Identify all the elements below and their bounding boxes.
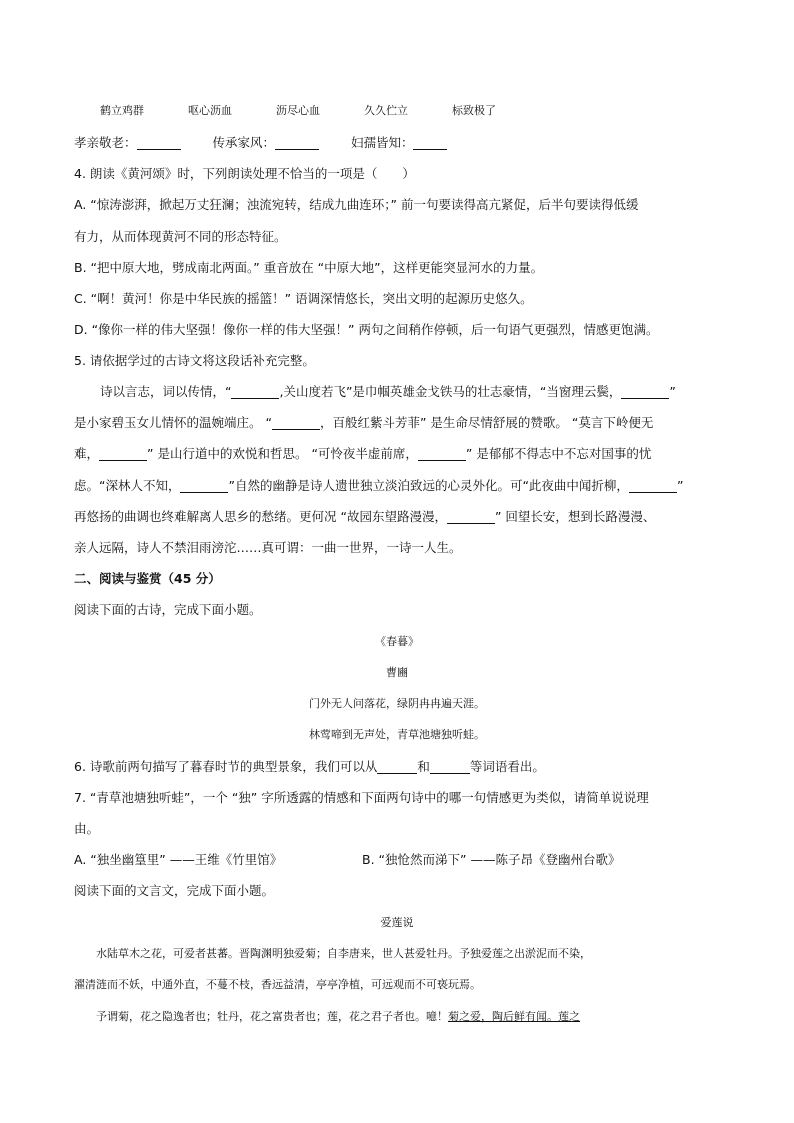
q4-option-a: A. “惊涛澎湃，掀起万丈狂澜；浊流宛转，结成九曲连环；” 前一句要读得高亢紧促，后半句要读得低缓 <box>74 197 639 212</box>
word-option: 沥尽心血 <box>276 104 320 117</box>
answer-blank[interactable] <box>377 760 417 774</box>
prose-title: 爱莲说 <box>380 916 414 929</box>
answer-blank[interactable] <box>231 385 279 399</box>
text: 虑。“深林人不知， <box>74 478 181 493</box>
q5-line-3 <box>74 445 651 463</box>
text: ” 回望长安，想到长路漫漫、 <box>494 509 656 524</box>
prose-line: 濯清涟而不妖，中通外直，不蔓不枝，香远益清，亭亭净植，可远观而不可亵玩焉。 <box>74 978 481 991</box>
text: ” <box>669 384 676 399</box>
q7-stem: 7. “青草池塘独听蛙”，一个 “独” 字所透露的情感和下面两句诗中的哪一句情感更为类似，请简单说说理 <box>74 790 649 805</box>
prose-line <box>96 1008 580 1026</box>
poem-title: 《春暮》 <box>375 635 419 648</box>
q5-stem: 5. 请依据学过的古诗文将这段话补充完整。 <box>74 353 315 368</box>
answer-blank[interactable] <box>413 136 447 150</box>
q7-stem-cont: 由。 <box>74 821 100 836</box>
answer-blank[interactable] <box>137 136 181 150</box>
word-option: 标致极了 <box>452 104 496 117</box>
section-intro: 阅读下面的古诗，完成下面小题。 <box>74 602 262 617</box>
q6 <box>74 758 545 776</box>
q4-option-d: D. “像你一样的伟大坚强！像你一样的伟大坚强！” 两句之间稍作停顿，后一句语气更强烈，情感更饱满。 <box>74 322 659 337</box>
q4-option-b: B. “把中原大地，劈成南北两面。” 重音放在 “中原大地”，这样更能突显河水的力量。 <box>74 260 544 275</box>
answer-blank[interactable] <box>621 385 669 399</box>
answer-blank[interactable] <box>430 760 470 774</box>
q5-line-5 <box>74 508 655 526</box>
word-option: 呕心沥血 <box>188 104 232 117</box>
text: 难， <box>74 446 100 461</box>
poem-author: 曹豳 <box>386 666 408 679</box>
answer-blank[interactable] <box>418 447 466 461</box>
blank-label: 孝亲敬老： <box>74 135 137 150</box>
text: ” 是山行道中的欢悦和哲思。 “可怜夜半虚前席， <box>147 446 418 461</box>
word-bank <box>100 102 540 120</box>
answer-blank[interactable] <box>272 416 320 430</box>
prose-intro: 阅读下面的文言文，完成下面小题。 <box>74 883 275 898</box>
text: 诗以言志，词以传情，“ <box>100 384 232 399</box>
q5-line-6: 亲人远隔，诗人不禁泪雨滂沱……真可谓：一曲一世界，一诗一人生。 <box>74 540 462 555</box>
answer-blank[interactable] <box>99 447 147 461</box>
answer-blank[interactable] <box>447 510 495 524</box>
text: 6. 诗歌前两句描写了暮春时节的典型景象，我们可以从 <box>74 759 378 774</box>
q4-option-c: C. “啊！黄河！你是中华民族的摇篮！” 语调深情悠长，突出文明的起源历史悠久。 <box>74 291 533 306</box>
q7-option-a: A. “独坐幽篁里” ——王维《竹里馆》 <box>74 852 283 867</box>
text: ，百般红紫斗芳菲” 是生命尽情舒展的赞歌。 “莫言下岭便无 <box>319 415 654 430</box>
section-heading: 二、阅读与鉴赏（45 分） <box>74 571 221 586</box>
q4-stem: 4. 朗读《黄河颂》时，下列朗读处理不恰当的一项是（ ） <box>74 166 415 181</box>
answer-blank[interactable] <box>180 479 228 493</box>
q5-line-2 <box>74 414 653 432</box>
text: 是小家碧玉女儿情怀的温婉端庄。 “ <box>74 415 272 430</box>
q4-option-a-cont: 有力，从而体现黄河不同的形态特征。 <box>74 229 287 244</box>
text: 予谓菊，花之隐逸者也；牡丹，花之富贵者也；莲，花之君子者也。噫！ <box>96 1010 448 1023</box>
answer-blank[interactable] <box>275 136 319 150</box>
poem-line: 门外无人问落花，绿阴冉冉遍天涯。 <box>309 697 485 710</box>
text: 再悠扬的曲调也终难解离人思乡的愁绪。更何况 “故园东望路漫漫， <box>74 509 447 524</box>
word-option: 鹤立鸡群 <box>100 104 144 117</box>
underlined-text: 菊之爱，陶后鲜有闻。莲之 <box>448 1010 580 1023</box>
text: ” <box>676 478 684 493</box>
q5-line-1 <box>100 383 676 401</box>
text: 等词语看出。 <box>469 759 545 774</box>
q5-line-4 <box>74 477 683 495</box>
text: ” 是郁郁不得志中不忘对国事的忧 <box>465 446 652 461</box>
prose-line: 水陆草木之花，可爱者甚蕃。晋陶渊明独爱菊；自李唐来，世人甚爱牡丹。予独爱莲之出淤泥而不染， <box>96 947 591 960</box>
poem-line: 林莺啼到无声处，青草池塘独听蛙。 <box>309 728 485 741</box>
text: ”自然的幽静是诗人遗世独立淡泊致远的心灵外化。可“此夜曲中闻折柳， <box>228 478 629 493</box>
text: 和 <box>417 759 430 774</box>
q3-blanks <box>74 134 447 152</box>
q7-option-b: B. “独怆然而涕下” ——陈子昂《登幽州台歌》 <box>362 852 621 867</box>
text: ,关山度若飞”是巾帼英雄金戈铁马的壮志豪情，“当窗理云鬓， <box>279 384 622 399</box>
answer-blank[interactable] <box>629 479 677 493</box>
blank-label: 妇孺皆知： <box>350 135 414 150</box>
blank-label: 传承家风： <box>212 135 275 150</box>
word-option: 久久伫立 <box>364 104 408 117</box>
